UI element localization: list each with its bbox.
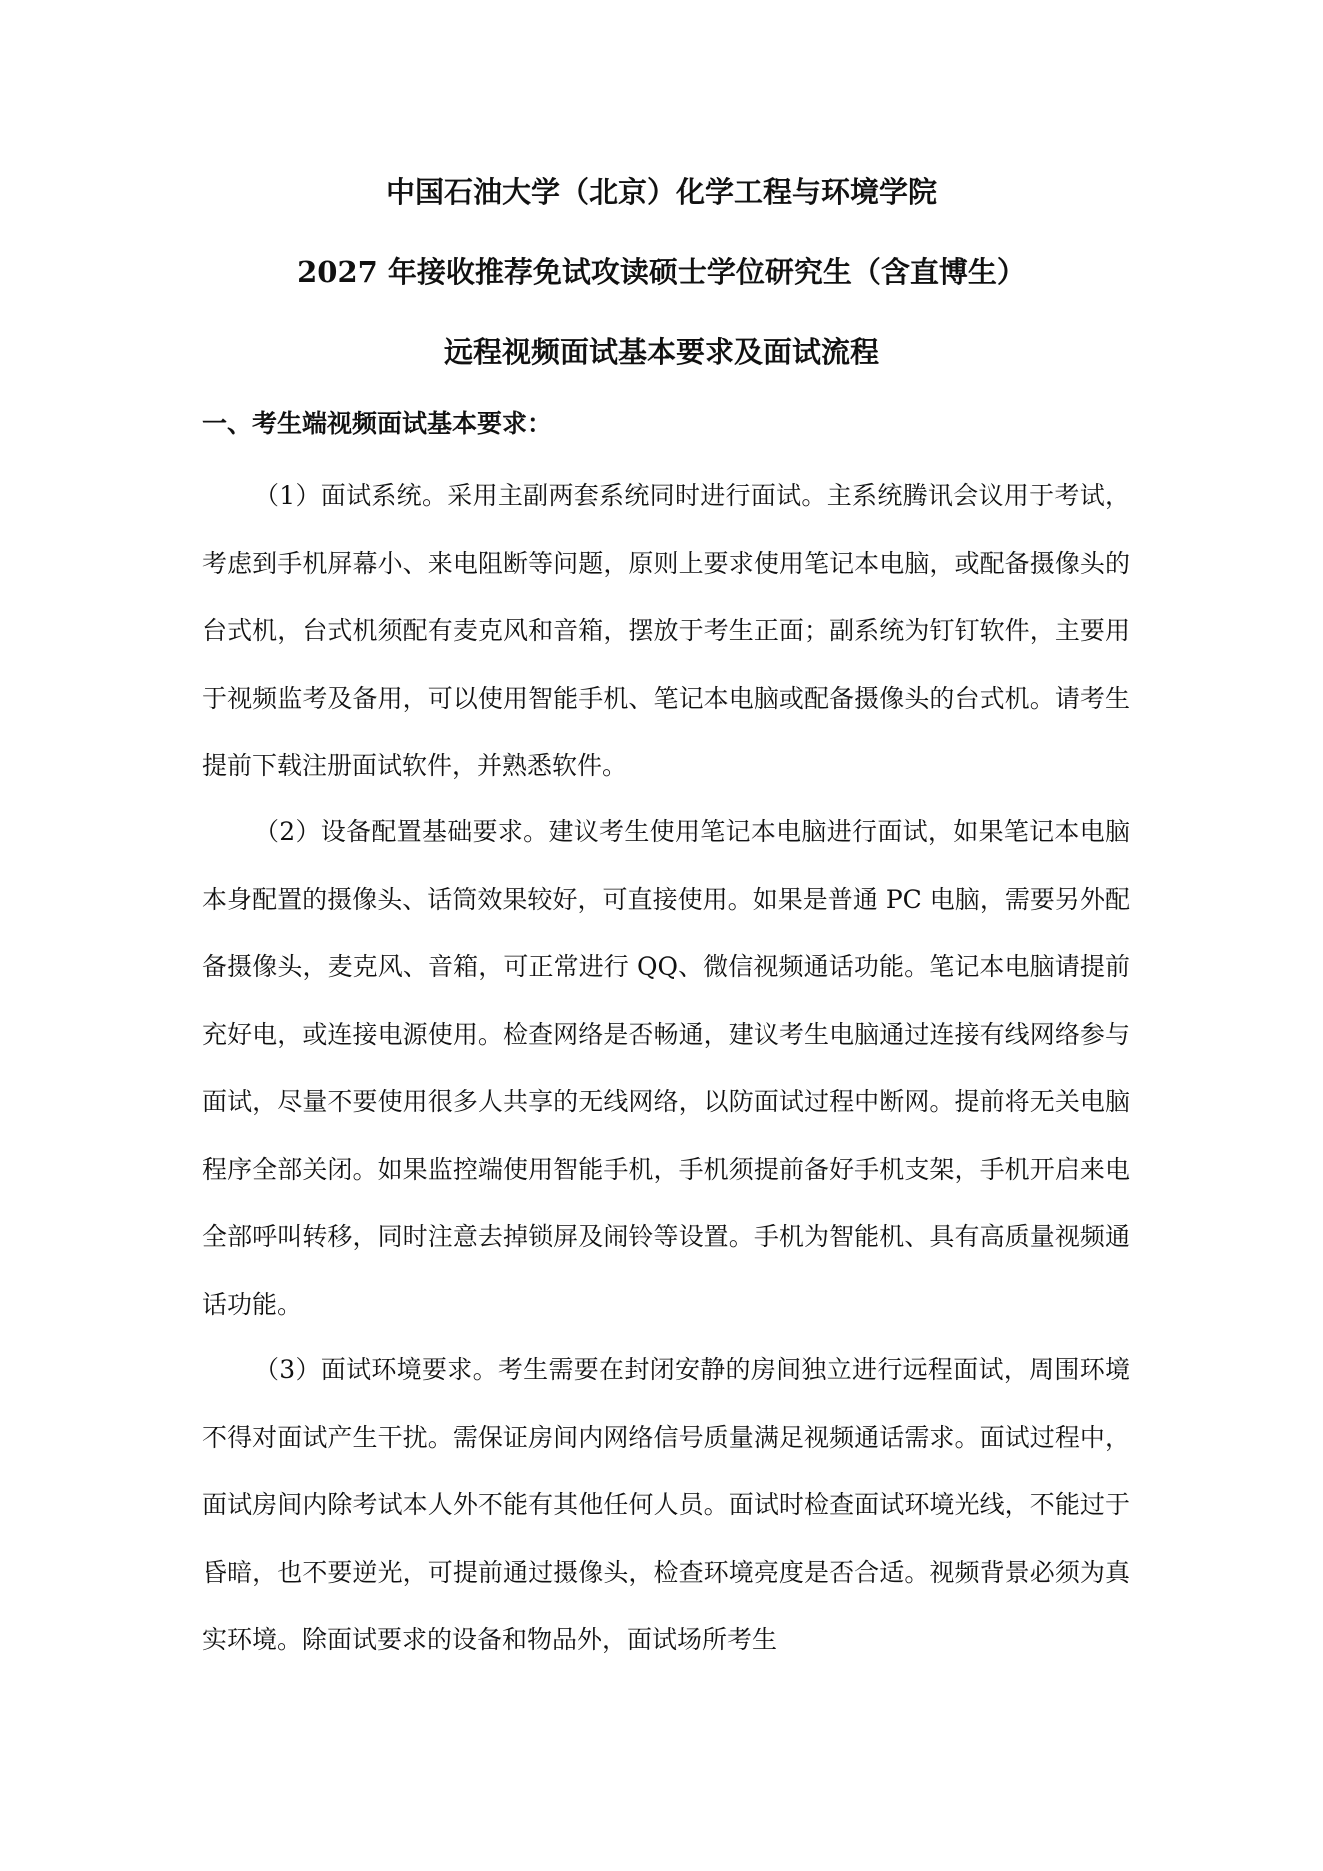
section-heading-requirements: 一、考生端视频面试基本要求： — [202, 409, 553, 438]
document-title-line-2: 2027 年接收推荐免试攻读硕士学位研究生（含直博生） — [297, 255, 1026, 289]
document-title-line-3: 远程视频面试基本要求及面试流程 — [443, 335, 879, 369]
paragraph-interview-system: （1）面试系统。采用主副两套系统同时进行面试。主系统腾讯会议用于考试，考虑到手机屏幕小、来电阻断等问题，原则上要求使用笔记本电脑，或配备摄像头的台式机，台式机须配有麦克风和音箱，摆放于考生正面；副系统为钉钉软件，主要用于视频监考及备用，可以使用智能手机、笔记本电脑或配备摄像头的台式机。请考生提前下载注册面试软件，并熟悉软件。 — [202, 481, 1130, 780]
document-title-line-1: 中国石油大学（北京）化学工程与环境学院 — [385, 175, 937, 209]
paragraph-device-configuration: （2）设备配置基础要求。建议考生使用笔记本电脑进行面试，如果笔记本电脑本身配置的摄像头、话筒效果较好，可直接使用。如果是普通 PC 电脑，需要另外配备摄像头，麦克风、音箱，可正常进行 QQ、微信视频通话功能。笔记本电脑请提前充好电，或连接电源使用。检查网络是否畅通，建议考生电脑通过连接有线网络参与面试，尽量不要使用很多人共享的无线网络，以防面试过程中断网。提前将无关电脑程序全部关闭。如果监控端使用智能手机，手机须提前备好手机支架，手机开启来电全部呼叫转移，同时注意去掉锁屏及闹铃等设置。手机为智能机、具有高质量视频通话功能。 — [202, 817, 1130, 1319]
paragraph-interview-environment: （3）面试环境要求。考生需要在封闭安静的房间独立进行远程面试，周围环境不得对面试产生干扰。需保证房间内网络信号质量满足视频通话需求。面试过程中，面试房间内除考试本人外不能有其他任何人员。面试时检查面试环境光线，不能过于昏暗，也不要逆光，可提前通过摄像头，检查环境亮度是否合适。视频背景必须为真实环境。除面试要求的设备和物品外，面试场所考生 — [202, 1355, 1130, 1654]
